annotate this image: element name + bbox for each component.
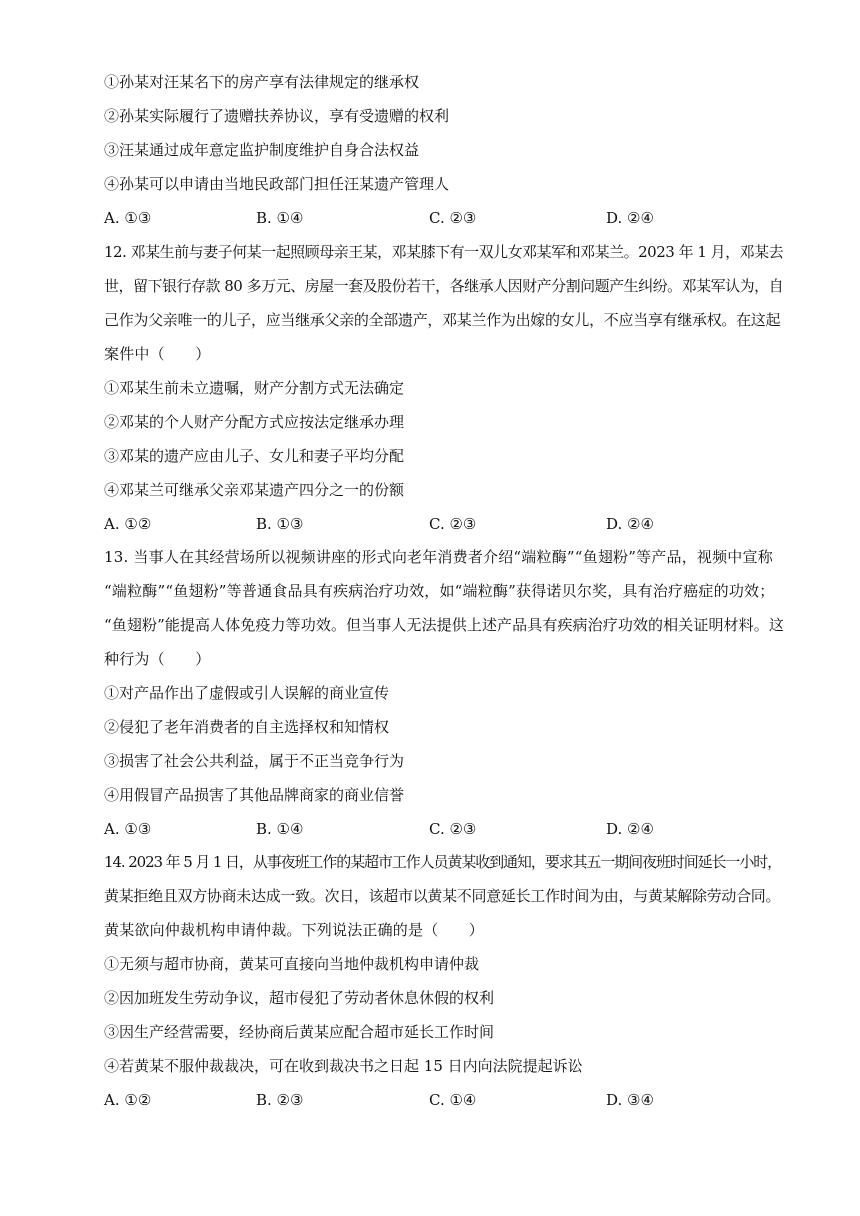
q12-stem-line-3: 己作为父亲唯一的儿子，应当继承父亲的全部遗产，邓某兰作为出嫁的女儿，不应当享有继承权。在这起 xyxy=(104,311,781,329)
q14-stem-line-2: 黄某拒绝且双方协商未达成一致。次日，该超市以黄某不同意延长工作时间为由，与黄某解除劳动合同。 xyxy=(104,887,781,905)
q11-option-c[interactable]: C. ②③ xyxy=(429,209,477,227)
q13-statement-3: ③损害了社会公共利益，属于不正当竞争行为 xyxy=(104,752,405,770)
q12-stem-line-1: 12. 邓某生前与妻子何某一起照顾母亲王某，邓某膝下有一双儿女邓某军和邓某兰。2023 年 1 月，邓某去 xyxy=(104,243,784,261)
q11-options xyxy=(104,208,784,228)
q14-option-d[interactable]: D. ③④ xyxy=(606,1091,654,1109)
q11-statement-3: ③汪某通过成年意定监护制度维护自身合法权益 xyxy=(104,141,420,159)
q12-option-c[interactable]: C. ②③ xyxy=(429,515,477,533)
q13-option-d[interactable]: D. ②④ xyxy=(606,820,654,838)
q13-statement-2: ②侵犯了老年消费者的自主选择权和知情权 xyxy=(104,718,390,736)
q14-option-c[interactable]: C. ①④ xyxy=(429,1091,477,1109)
q11-option-b[interactable]: B. ①④ xyxy=(256,209,304,227)
q11-option-d[interactable]: D. ②④ xyxy=(606,209,654,227)
q13-statement-1: ①对产品作出了虚假或引人误解的商业宣传 xyxy=(104,684,390,702)
q11-option-a[interactable]: A. ①③ xyxy=(104,209,152,227)
q14-options xyxy=(104,1090,784,1110)
q12-option-a[interactable]: A. ①② xyxy=(104,515,152,533)
q11-statement-4: ④孙某可以申请由当地民政部门担任汪某遗产管理人 xyxy=(104,175,450,193)
q13-option-a[interactable]: A. ①③ xyxy=(104,820,152,838)
q14-statement-1: ①无须与超市协商，黄某可直接向当地仲裁机构申请仲裁 xyxy=(104,955,480,973)
q13-options xyxy=(104,819,784,839)
q14-statement-2: ②因加班发生劳动争议，超市侵犯了劳动者休息休假的权利 xyxy=(104,989,495,1007)
q13-stem-line-4: 种行为（ ） xyxy=(104,650,211,668)
q12-statement-2: ②邓某的个人财产分配方式应按法定继承办理 xyxy=(104,413,405,431)
q14-stem-line-3: 黄某欲向仲裁机构申请仲裁。下列说法正确的是（ ） xyxy=(104,921,485,939)
q12-option-d[interactable]: D. ②④ xyxy=(606,515,654,533)
q13-option-b[interactable]: B. ①④ xyxy=(256,820,304,838)
q12-statement-3: ③邓某的遗产应由儿子、女儿和妻子平均分配 xyxy=(104,447,405,465)
q14-statement-4: ④若黄某不服仲裁裁决，可在收到裁决书之日起 15 日内向法院提起诉讼 xyxy=(104,1057,583,1075)
q13-statement-4: ④用假冒产品损害了其他品牌商家的商业信誉 xyxy=(104,786,405,804)
q14-statement-3: ③因生产经营需要，经协商后黄某应配合超市延长工作时间 xyxy=(104,1023,495,1041)
q12-statement-1: ①邓某生前未立遗嘱，财产分割方式无法确定 xyxy=(104,379,405,397)
q14-option-b[interactable]: B. ②③ xyxy=(256,1091,304,1109)
q14-stem-line-1: 14. 2023 年 5 月 1 日，从事夜班工作的某超市工作人员黄某收到通知，要求其五一期间夜班时间延长一小时， xyxy=(104,853,782,871)
q14-option-a[interactable]: A. ①② xyxy=(104,1091,152,1109)
q12-stem-line-4: 案件中（ ） xyxy=(104,345,211,363)
q13-stem-line-3: “鱼翅粉”能提高人体免疫力等功效。但当事人无法提供上述产品具有疾病治疗功效的相关证明材料。这 xyxy=(104,616,784,634)
q12-statement-4: ④邓某兰可继承父亲邓某遗产四分之一的份额 xyxy=(104,481,405,499)
q11-statement-1: ①孙某对汪某名下的房产享有法律规定的继承权 xyxy=(104,73,420,91)
q13-option-c[interactable]: C. ②③ xyxy=(429,820,477,838)
q13-stem-line-1: 13. 当事人在其经营场所以视频讲座的形式向老年消费者介绍“端粒酶”“鱼翅粉”等产品，视频中宣称 xyxy=(104,548,773,566)
q12-option-b[interactable]: B. ①③ xyxy=(256,515,304,533)
q12-stem-line-2: 世，留下银行存款 80 多万元、房屋一套及股份若干，各继承人因财产分割问题产生纠纷。邓某军认为，自 xyxy=(104,277,784,295)
q13-stem-line-2: “端粒酶”“鱼翅粉”等普通食品具有疾病治疗功效，如“端粒酶”获得诺贝尔奖，具有治疗癌症的功效； xyxy=(104,582,775,600)
q12-options xyxy=(104,514,784,534)
q11-statement-2: ②孙某实际履行了遗赠扶养协议，享有受遗赠的权利 xyxy=(104,107,450,125)
